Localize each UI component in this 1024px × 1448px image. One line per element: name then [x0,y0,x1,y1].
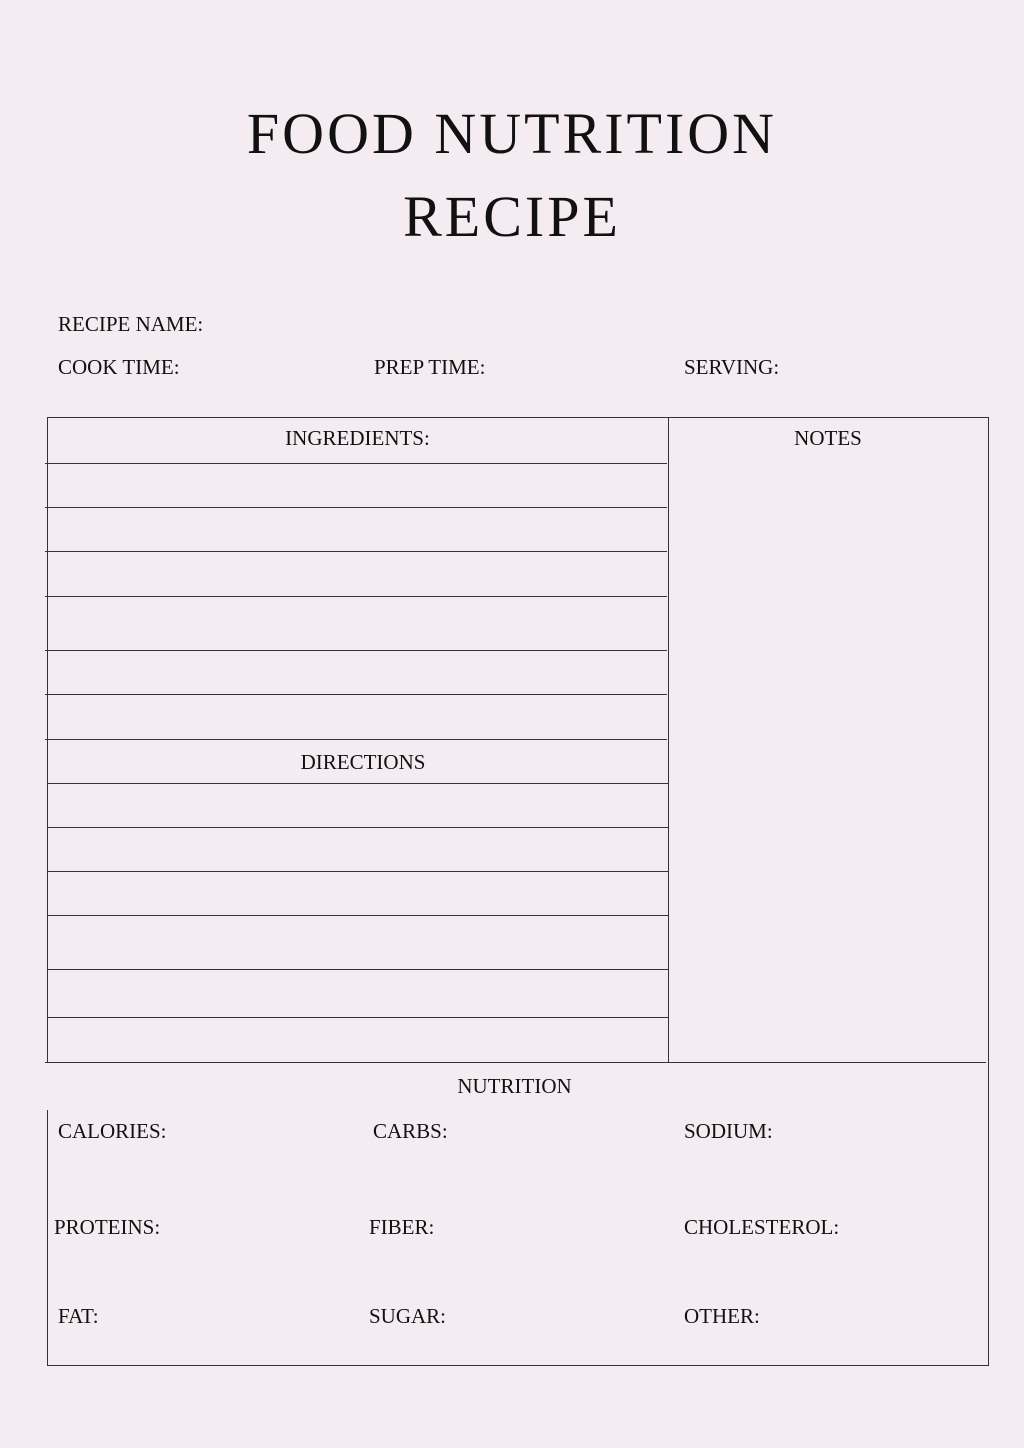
sugar-label: SUGAR: [369,1304,447,1328]
line [45,739,667,740]
column-divider [668,417,669,1063]
line [47,871,668,872]
other-label: OTHER: [684,1304,760,1328]
line [47,827,668,828]
ingredients-heading: INGREDIENTS: [285,426,430,450]
line [45,596,667,597]
line [45,650,667,651]
line [45,463,667,464]
box-right-border [988,417,989,1366]
line [45,551,667,552]
sodium-label: SODIUM: [684,1119,773,1143]
line [45,507,667,508]
proteins-label: PROTEINS: [54,1215,161,1239]
line [47,915,668,916]
nutrition-heading: NUTRITION [457,1074,572,1098]
line [47,969,668,970]
box-left-border [47,417,48,1063]
recipe-name-label: RECIPE NAME: [58,312,204,336]
serving-label: SERVING: [684,355,780,379]
title-line2: RECIPE [403,184,621,249]
box-top-border [47,417,989,418]
cook-time-label: COOK TIME: [58,355,180,379]
title-line1: FOOD NUTRITION [246,101,778,166]
line [45,694,667,695]
fiber-label: FIBER: [369,1215,435,1239]
directions-heading: DIRECTIONS [300,750,426,774]
calories-label: CALORIES: [58,1119,167,1143]
carbs-label: CARBS: [373,1119,448,1143]
nutrition-left-border [47,1110,48,1366]
line [45,1062,986,1063]
line [47,783,668,784]
prep-time-label: PREP TIME: [374,355,486,379]
box-bottom-border [47,1365,989,1366]
notes-heading: NOTES [794,426,862,450]
fat-label: FAT: [58,1304,99,1328]
cholesterol-label: CHOLESTEROL: [684,1215,840,1239]
line [47,1017,668,1018]
